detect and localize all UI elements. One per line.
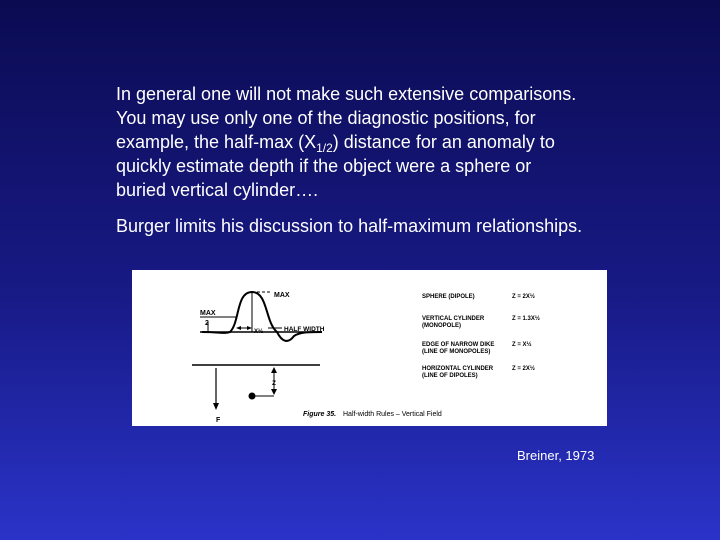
rules-list [422,293,540,379]
paragraph-text: Burger limits his discussion to half-maximum relationships. [116,216,583,236]
rule-narrow-dike-sublabel: (LINE OF MONOPOLES) [422,349,491,355]
figure-caption: Half-width Rules – Vertical Field [343,411,442,418]
figure-diagram [132,270,607,426]
paragraph-line: quickly estimate depth if the object were a sphere or [116,156,532,176]
depth-arrowhead-top [271,367,277,373]
subscript-half: 1/2 [316,141,333,155]
rule-sphere-label: SPHERE (DIPOLE) [422,294,475,300]
paragraph-line: example, the half-max (X [116,132,317,152]
z-label: Z [272,380,276,387]
rule-horizontal-cylinder-sublabel: (LINE OF DIPOLES) [422,373,478,379]
max-label: MAX [274,292,290,299]
arrowhead-left [236,326,241,330]
max-half-denominator: 2 [205,320,209,327]
x-half-label: X½ [254,329,264,335]
max-half-numerator: MAX [200,310,216,317]
figure-number: Figure 35. [303,411,337,418]
paragraph-line: You may use only one of the diagnostic positions, for [116,108,536,128]
rule-narrow-dike-equation: Z = X½ [512,342,532,348]
paragraph-line: In general one will not make such extensive comparisons. [116,84,577,104]
f-label: F [216,417,221,424]
rule-horizontal-cylinder-equation: Z = 2X½ [512,366,535,372]
second-paragraph [116,214,676,238]
depth-arrowhead-bottom [271,389,277,395]
rule-vertical-cylinder-sublabel: (MONOPOLE) [422,323,461,329]
paragraph-line: buried vertical cylinder…. [116,180,319,200]
rule-vertical-cylinder-equation: Z = 1.3X½ [512,316,540,322]
rule-sphere-equation: Z = 2X½ [512,294,535,300]
arrowhead-right [247,326,252,330]
field-arrowhead [213,403,219,410]
citation: Breiner, 1973 [517,448,595,463]
rule-vertical-cylinder-label: VERTICAL CYLINDER [422,316,485,322]
rule-narrow-dike-label: EDGE OF NARROW DIKE [422,342,495,348]
main-paragraph [116,82,676,202]
half-width-figure [132,270,607,426]
paragraph-line: ) distance for an anomaly to [332,132,555,152]
rule-horizontal-cylinder-label: HORIZONTAL CYLINDER [422,366,494,372]
half-width-label: HALF WIDTH [284,326,325,333]
